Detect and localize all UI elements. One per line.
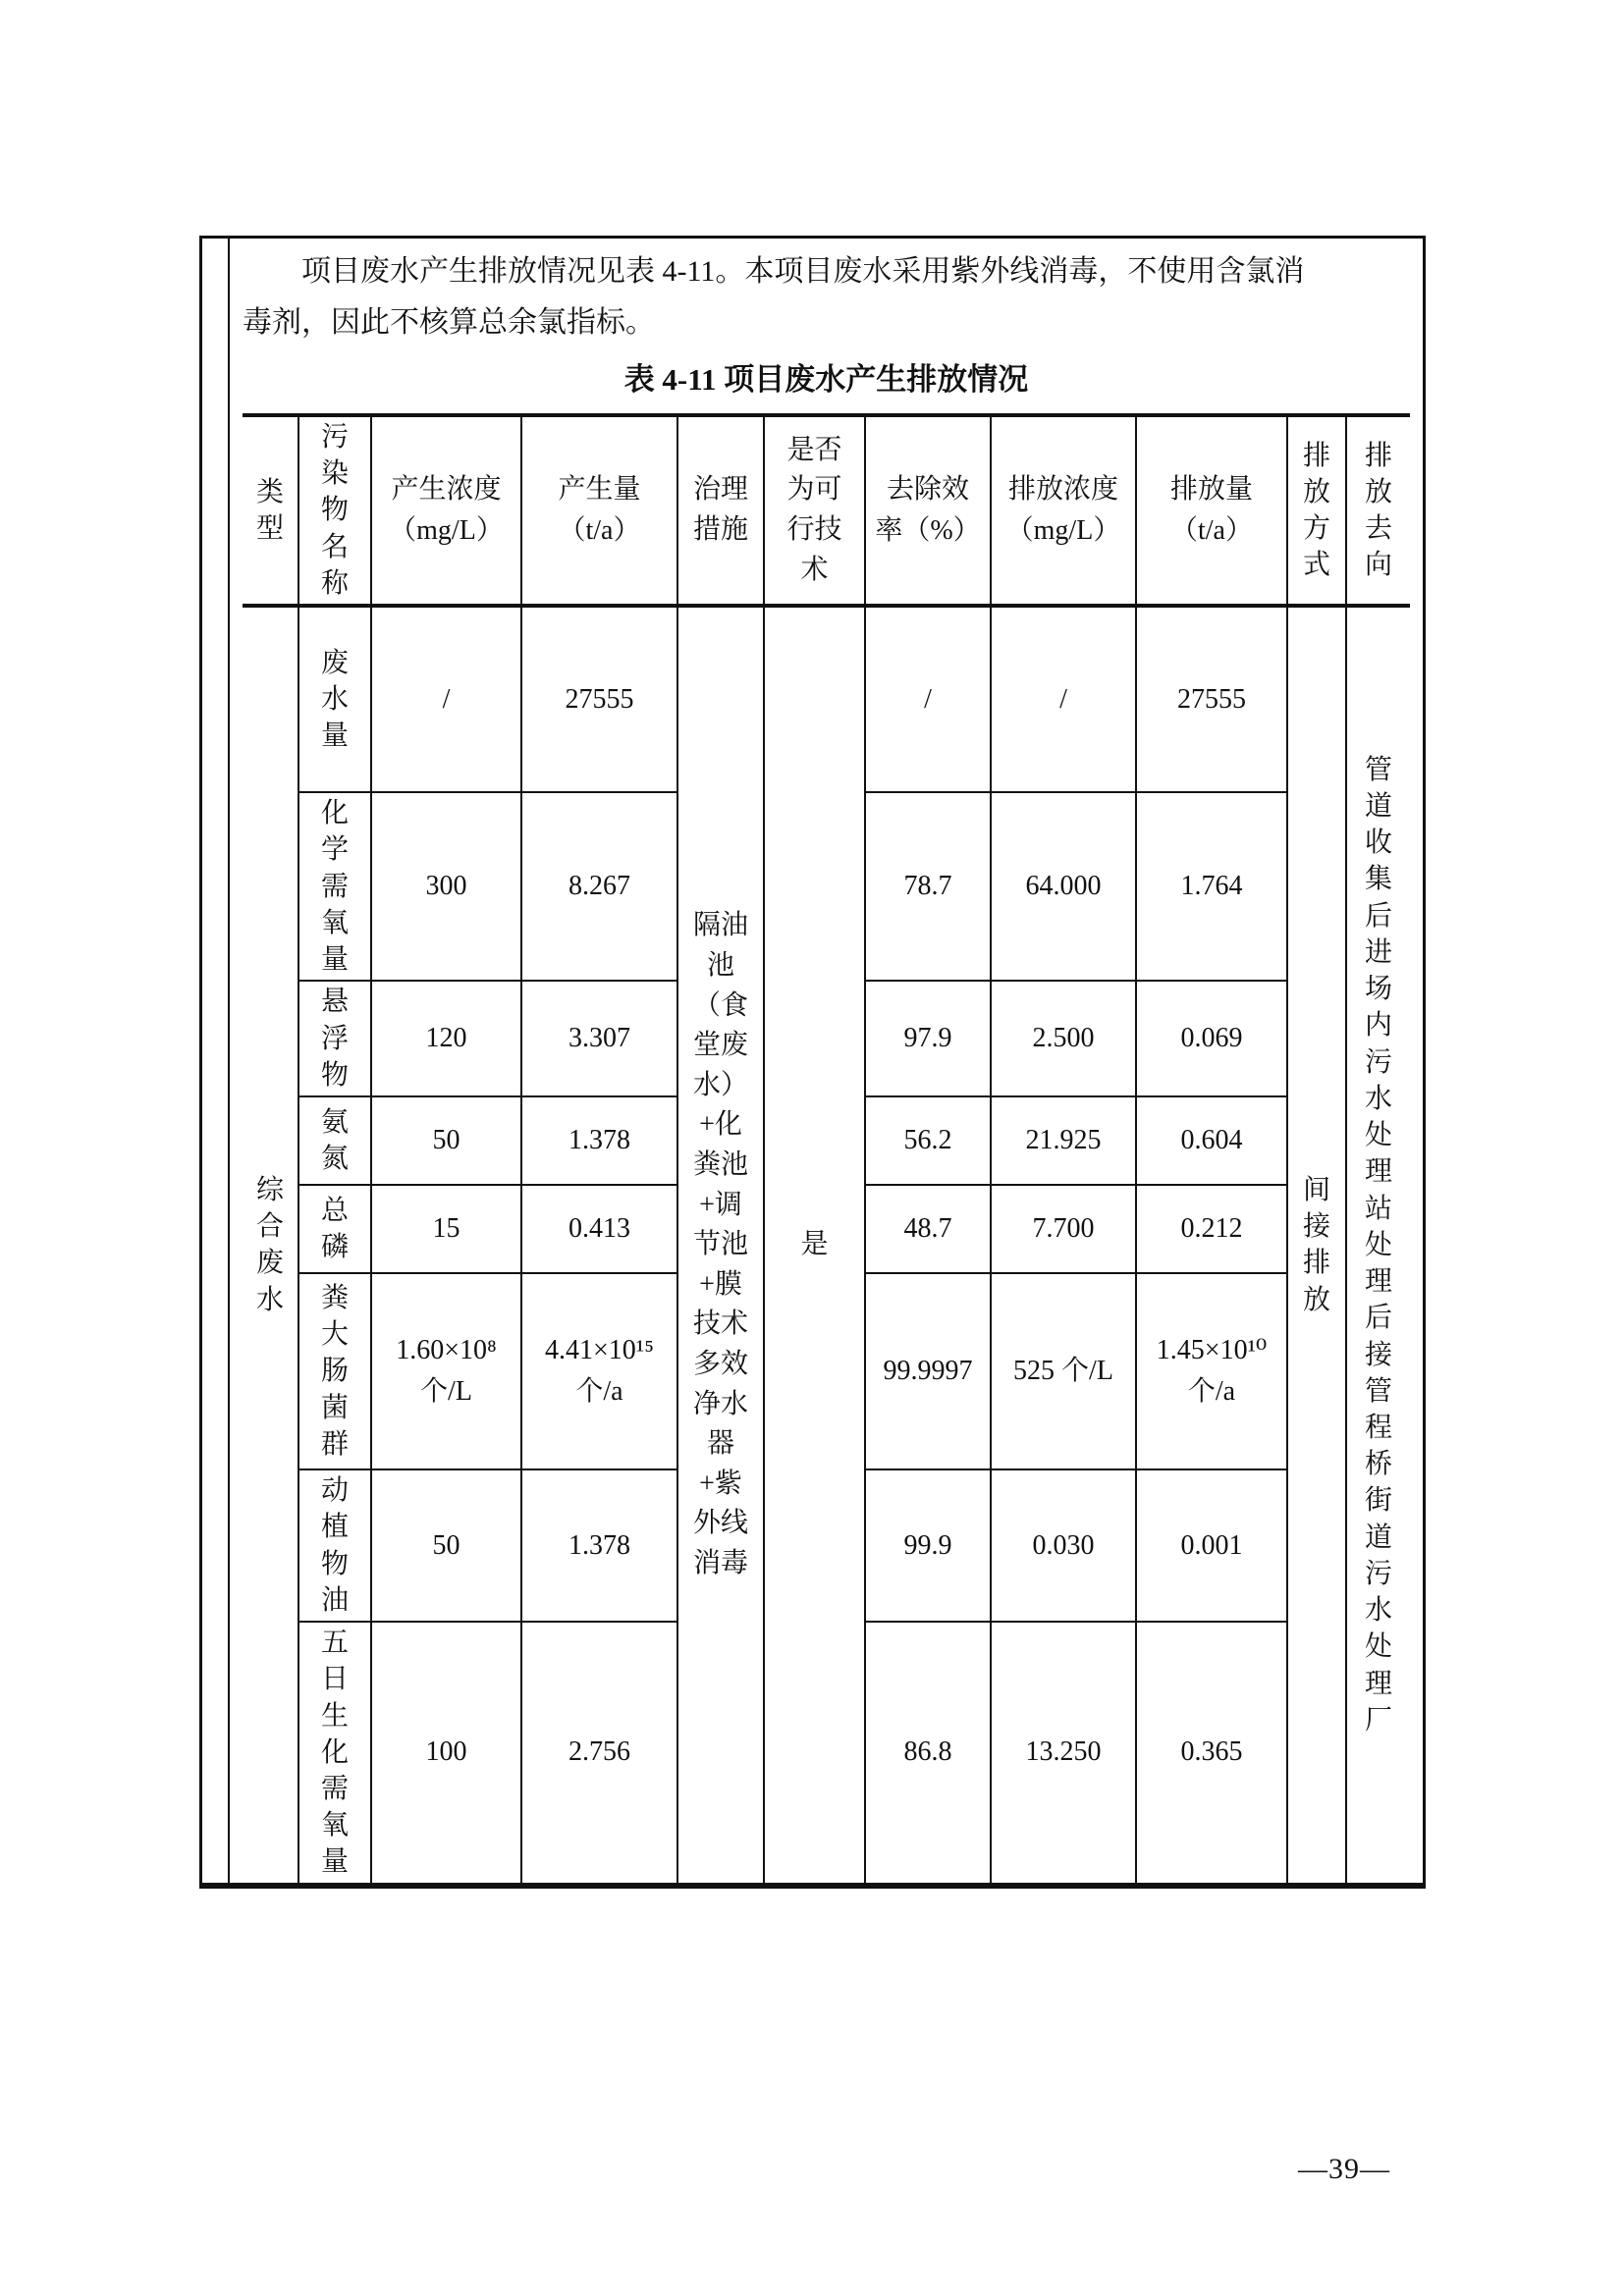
- wastewater-table: [243, 413, 1410, 1883]
- cell-gen-conc: 100: [371, 1622, 521, 1883]
- header-row: [243, 415, 1410, 606]
- cell-treatment: 隔油池（食堂废水）+化粪池+调节池+膜技术多效净水器+紫外线消毒: [677, 606, 764, 1883]
- cell-removal: /: [865, 606, 991, 792]
- cell-dis-conc: 525 个/L: [991, 1273, 1136, 1469]
- col-header-type: 类型: [243, 415, 298, 606]
- main-content-area: [230, 239, 1423, 1883]
- col-header-removal: 去除效率（%）: [865, 415, 991, 606]
- cell-removal: 86.8: [865, 1622, 991, 1883]
- cell-removal: 56.2: [865, 1096, 991, 1185]
- col-header-dis-amt: 排放量（t/a）: [1136, 415, 1287, 606]
- cell-pollutant: 粪大肠菌群: [298, 1273, 371, 1469]
- cell-discharge-dest: 管道收集后进场内污水处理站处理后接管程桥街道污水处理厂: [1346, 606, 1410, 1883]
- cell-dis-amt: 0.604: [1136, 1096, 1287, 1185]
- paragraph-line: 项目废水产生排放情况见表 4-11。本项目废水采用紫外线消毒，不使用含氯消: [301, 255, 1305, 288]
- cell-pollutant: 氨氮: [298, 1096, 371, 1185]
- cell-gen-conc: 50: [371, 1469, 521, 1622]
- cell-pollutant: 化学需氧量: [298, 792, 371, 981]
- col-header-gen-conc: 产生浓度（mg/L）: [371, 415, 521, 606]
- cell-gen-amt: 4.41×10¹⁵ 个/a: [521, 1273, 677, 1469]
- cell-dis-conc: 21.925: [991, 1096, 1136, 1185]
- cell-dis-conc: 2.500: [991, 981, 1136, 1096]
- cell-dis-amt: 1.45×10¹⁰ 个/a: [1136, 1273, 1287, 1469]
- cell-gen-amt: 0.413: [521, 1185, 677, 1273]
- cell-gen-conc: 50: [371, 1096, 521, 1185]
- cell-pollutant: 五日生化需氧量: [298, 1622, 371, 1883]
- cell-gen-amt: 27555: [521, 606, 677, 792]
- table-row: [243, 606, 1410, 792]
- cell-gen-conc: 120: [371, 981, 521, 1096]
- content-frame: [199, 236, 1426, 1889]
- cell-gen-amt: 8.267: [521, 792, 677, 981]
- cell-removal: 78.7: [865, 792, 991, 981]
- page-number: —39—: [1298, 2153, 1390, 2185]
- cell-gen-amt: 1.378: [521, 1096, 677, 1185]
- cell-gen-amt: 1.378: [521, 1469, 677, 1622]
- cell-dis-amt: 27555: [1136, 606, 1287, 792]
- cell-dis-conc: 0.030: [991, 1469, 1136, 1622]
- cell-gen-amt: 3.307: [521, 981, 677, 1096]
- cell-removal: 99.9: [865, 1469, 991, 1622]
- cell-removal: 97.9: [865, 981, 991, 1096]
- cell-dis-conc: /: [991, 606, 1136, 792]
- cell-dis-amt: 0.365: [1136, 1622, 1287, 1883]
- col-header-treatment: 治理措施: [677, 415, 764, 606]
- col-header-dis-conc: 排放浓度（mg/L）: [991, 415, 1136, 606]
- cell-removal: 48.7: [865, 1185, 991, 1273]
- table-title: 表 4-11 项目废水产生排放情况: [623, 362, 1029, 397]
- cell-discharge-mode: 间接排放: [1287, 606, 1346, 1883]
- col-header-pollutant: 污染物名称: [298, 415, 371, 606]
- cell-removal: 99.9997: [865, 1273, 991, 1469]
- col-header-mode: 排放方式: [1287, 415, 1346, 606]
- intro-paragraph: [243, 246, 1410, 348]
- col-header-dest: 排放去向: [1346, 415, 1410, 606]
- cell-dis-conc: 64.000: [991, 792, 1136, 981]
- cell-pollutant: 悬浮物: [298, 981, 371, 1096]
- cell-gen-conc: /: [371, 606, 521, 792]
- cell-gen-conc: 300: [371, 792, 521, 981]
- cell-dis-amt: 0.212: [1136, 1185, 1287, 1273]
- cell-dis-amt: 0.001: [1136, 1469, 1287, 1622]
- cell-pollutant: 总磷: [298, 1185, 371, 1273]
- cell-feasible: 是: [764, 606, 865, 1883]
- col-header-feasible: 是否为可行技术: [764, 415, 865, 606]
- cell-gen-conc: 1.60×10⁸ 个/L: [371, 1273, 521, 1469]
- cell-pollutant: 废水量: [298, 606, 371, 792]
- cell-pollutant: 动植物油: [298, 1469, 371, 1622]
- cell-dis-conc: 7.700: [991, 1185, 1136, 1273]
- cell-dis-amt: 0.069: [1136, 981, 1287, 1096]
- col-header-gen-amt: 产生量（t/a）: [521, 415, 677, 606]
- paragraph-line: 毒剂，因此不核算总余氯指标。: [243, 306, 655, 339]
- cell-dis-amt: 1.764: [1136, 792, 1287, 981]
- cell-gen-amt: 2.756: [521, 1622, 677, 1883]
- cell-type-group: 综合废水: [243, 606, 298, 1883]
- left-margin-strip: [202, 239, 230, 1883]
- cell-gen-conc: 15: [371, 1185, 521, 1273]
- cell-dis-conc: 13.250: [991, 1622, 1136, 1883]
